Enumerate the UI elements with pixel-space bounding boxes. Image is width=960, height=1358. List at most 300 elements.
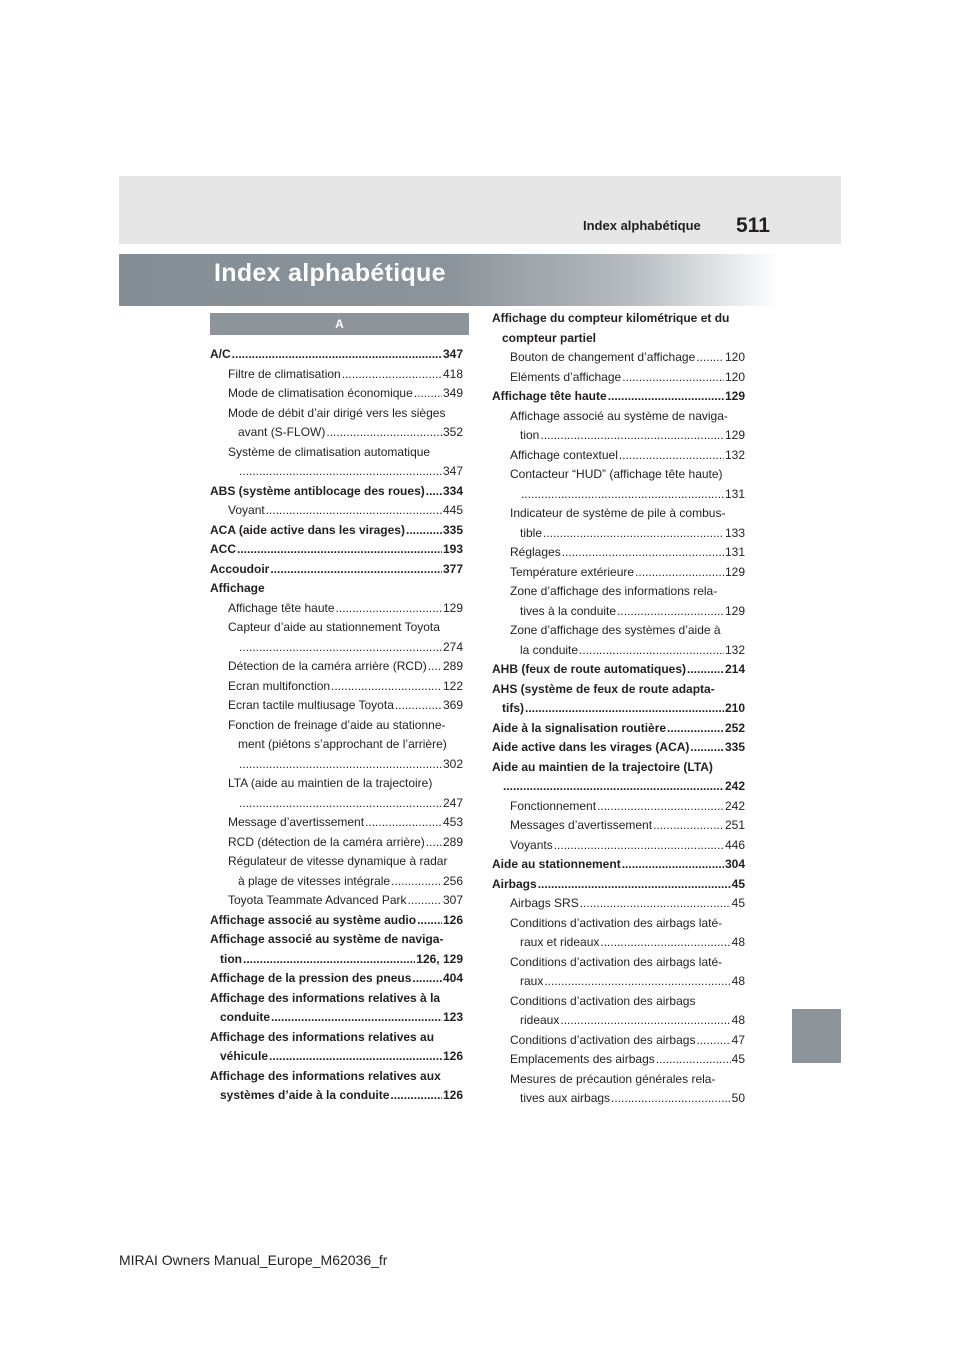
entry-label: Affichage de la pression des pneus: [210, 971, 412, 985]
entry-text: Affichage associé au système de naviga-: [510, 408, 728, 423]
page-number: 511: [736, 214, 770, 237]
entry-label: avant (S-FLOW): [238, 425, 326, 439]
entry-label: RCD (détection de la caméra arrière): [228, 834, 425, 849]
dot-leader: [426, 482, 442, 502]
dot-leader: [232, 345, 442, 365]
entry-row: [228, 365, 463, 385]
entry-text: Contacteur “HUD” (affichage tête haute): [510, 467, 723, 481]
dot-leader: [579, 641, 724, 661]
dot-leader: [653, 816, 724, 836]
dot-leader: [237, 540, 442, 560]
dot-leader: [239, 794, 442, 814]
entry-row: [210, 560, 463, 580]
page-reference: 45: [731, 1052, 745, 1066]
page-reference: 242: [724, 798, 745, 813]
index-column-left: [210, 345, 463, 1106]
entry-row: [510, 368, 745, 388]
entry-row: [228, 638, 463, 658]
entry-row: [228, 599, 463, 619]
index-entry: [210, 774, 463, 813]
entry-text: Conditions d’activation des airbags: [510, 993, 696, 1008]
index-entry: [492, 563, 745, 583]
page-reference: 123: [442, 1010, 463, 1024]
index-entry: [210, 443, 463, 482]
entry-row: [510, 602, 745, 622]
entry-row: [510, 446, 745, 466]
entry-label: tion: [520, 428, 540, 442]
entry-text: Conditions d’activation des airbags laté-: [510, 915, 723, 930]
entry-row: [510, 524, 745, 544]
entry-label: Airbags: [492, 876, 537, 891]
entry-row: [510, 836, 745, 856]
entry-text: Fonction de freinage d’aide au stationne-: [228, 717, 446, 732]
entry-text: Affichage des informations relatives au: [210, 1029, 435, 1044]
dot-leader: [622, 855, 724, 875]
index-entry: [492, 797, 745, 817]
dot-leader: [269, 1047, 442, 1067]
page-reference: 251: [724, 818, 745, 832]
dot-leader: [412, 969, 442, 989]
entry-label: Eléments d’affichage: [510, 369, 622, 384]
entry-label: Voyants: [510, 837, 553, 852]
entry-row: [228, 813, 463, 833]
entry-label: ACC: [210, 542, 236, 556]
page-reference: 45: [731, 876, 745, 891]
index-column-right: [492, 309, 745, 1109]
entry-row: [492, 660, 745, 680]
page-reference: 334: [442, 483, 463, 498]
index-entry: [210, 930, 463, 969]
entry-text: LTA (aide au maintien de la trajectoire): [228, 776, 433, 790]
entry-row: [492, 387, 745, 407]
dot-leader: [395, 696, 442, 716]
entry-row: [492, 777, 745, 797]
entry-label: Affichage tête haute: [492, 389, 607, 403]
index-entry: [492, 348, 745, 368]
dot-leader: [239, 462, 442, 482]
page-reference: 126: [442, 1088, 463, 1102]
index-entry: [210, 696, 463, 716]
entry-row: [228, 423, 463, 443]
chapter-tab: [792, 1009, 841, 1063]
page-reference: 132: [724, 642, 745, 657]
entry-label: Fonctionnement: [510, 798, 597, 813]
entry-label: Ecran tactile multiusage Toyota: [228, 698, 394, 712]
index-entry: [492, 758, 745, 797]
page-reference: 302: [442, 756, 463, 771]
index-entry: [492, 582, 745, 621]
page-reference: 131: [724, 545, 745, 559]
index-entry: [492, 816, 745, 836]
dot-leader: [428, 657, 442, 677]
entry-label: tible: [520, 525, 543, 540]
index-entry: [492, 446, 745, 466]
entry-row: [228, 872, 463, 892]
entry-row: [228, 755, 463, 775]
entry-row: [510, 543, 745, 563]
entry-text: Régulateur de vitesse dynamique à radar: [228, 854, 448, 868]
index-entry: [210, 969, 463, 989]
page-reference: 352: [442, 425, 463, 439]
section-label: Index alphabétique: [583, 218, 701, 233]
index-entry: [210, 989, 463, 1028]
dot-leader: [543, 524, 724, 544]
dot-leader: [426, 833, 442, 853]
dot-leader: [391, 872, 442, 892]
index-entry: [492, 855, 745, 875]
page-reference: 45: [731, 896, 745, 910]
index-entry: [210, 911, 463, 931]
entry-text: Mode de débit d’air dirigé vers les sièges: [228, 405, 446, 420]
index-entry: [492, 1070, 745, 1109]
index-entry: [210, 482, 463, 502]
dot-leader: [687, 660, 724, 680]
entry-label: Message d’avertissement: [228, 815, 365, 829]
entry-row: [228, 891, 463, 911]
entry-text: Zone d’affichage des systèmes d’aide à: [510, 623, 721, 637]
dot-leader: [266, 501, 442, 521]
entry-label: Détection de la caméra arrière (RCD): [228, 659, 427, 673]
index-entry: [492, 1031, 745, 1051]
entry-label: raux et rideaux: [520, 935, 600, 949]
entry-label: A/C: [210, 347, 231, 361]
page-reference: 347: [442, 464, 463, 478]
page-reference: 247: [442, 795, 463, 810]
dot-leader: [408, 891, 442, 911]
entry-row: [210, 911, 463, 931]
entry-row: [510, 933, 745, 953]
dot-leader: [619, 446, 724, 466]
page-reference: 129: [724, 389, 745, 403]
entry-row: [492, 855, 745, 875]
entry-label: ABS (système antiblocage des roues): [210, 483, 425, 498]
page-reference: 335: [442, 522, 463, 537]
index-entry: [492, 875, 745, 895]
entry-row: [210, 1008, 463, 1028]
page-reference: 48: [731, 935, 745, 949]
entry-label: tion: [220, 951, 242, 966]
dot-leader: [390, 1086, 442, 1106]
entry-text: Système de climatisation automatique: [228, 444, 431, 459]
dot-leader: [525, 699, 724, 719]
entry-label: Température extérieure: [510, 564, 635, 579]
page-reference: 48: [731, 1013, 745, 1027]
index-entry: [492, 465, 745, 504]
entry-row: [228, 794, 463, 814]
index-entry: [492, 387, 745, 407]
entry-row: [510, 894, 745, 914]
page-reference: 446: [724, 837, 745, 852]
entry-label: Aide au stationnement: [492, 857, 621, 871]
page-reference: 193: [442, 542, 463, 556]
dot-leader: [622, 368, 724, 388]
page-reference: 349: [442, 386, 463, 400]
page-reference: 453: [442, 815, 463, 829]
page-reference: 347: [442, 347, 463, 361]
entry-row: [510, 348, 745, 368]
entry-text: Aide au maintien de la trajectoire (LTA): [492, 759, 713, 774]
page-reference: 133: [724, 525, 745, 540]
entry-label: Affichage contextuel: [510, 447, 618, 462]
entry-label: Toyota Teammate Advanced Park: [228, 893, 407, 907]
entry-row: [210, 950, 463, 970]
entry-label: Réglages: [510, 545, 561, 559]
index-entry: [210, 384, 463, 404]
entry-label: Filtre de climatisation: [228, 366, 341, 381]
entry-row: [228, 833, 463, 853]
letter-heading: A: [210, 313, 469, 335]
index-entry: [210, 540, 463, 560]
index-entry: [210, 618, 463, 657]
page-reference: 48: [731, 974, 745, 988]
entry-label: Bouton de changement d’affichage: [510, 350, 696, 364]
index-entry: [210, 833, 463, 853]
page-reference: 252: [724, 720, 745, 735]
page-reference: 307: [442, 893, 463, 907]
entry-label: conduite: [220, 1010, 270, 1024]
dot-leader: [417, 911, 442, 931]
entry-label: tives à la conduite: [520, 603, 617, 618]
entry-row: [510, 972, 745, 992]
dot-leader: [365, 813, 442, 833]
entry-label: AHB (feux de route automatiques): [492, 662, 687, 676]
entry-row: [228, 384, 463, 404]
page-reference: 132: [724, 447, 745, 462]
dot-leader: [617, 602, 724, 622]
page-reference: 120: [724, 369, 745, 384]
dot-leader: [406, 521, 442, 541]
entry-label: Accoudoir: [210, 561, 270, 576]
entry-label: Mode de climatisation économique: [228, 386, 413, 400]
page-reference: 47: [731, 1032, 745, 1047]
index-entry: [210, 404, 463, 443]
entry-row: [510, 1050, 745, 1070]
index-entry: [210, 891, 463, 911]
page-reference: 274: [442, 639, 463, 654]
dot-leader: [544, 972, 730, 992]
dot-leader: [635, 563, 724, 583]
index-entry: [492, 309, 745, 348]
index-entry: [210, 813, 463, 833]
dot-leader: [239, 638, 442, 658]
entry-text: Affichage du compteur kilométrique et du: [492, 311, 730, 325]
dot-leader: [326, 423, 442, 443]
dot-leader: [667, 719, 724, 739]
entry-text: Affichage des informations relatives aux: [210, 1068, 441, 1083]
entry-text: Zone d’affichage des informations rela-: [510, 584, 718, 598]
entry-text: Affichage: [210, 581, 265, 595]
entry-label: Messages d’avertissement: [510, 818, 653, 832]
page-reference: 126: [442, 1049, 463, 1063]
entry-text: ment (piétons s’approchant de l’arrière): [238, 737, 447, 751]
entry-label: Affichage associé au système audio: [210, 912, 417, 927]
entry-row: [210, 1086, 463, 1106]
dot-leader: [521, 485, 724, 505]
entry-label: Ecran multifonction: [228, 678, 331, 693]
entry-label: Affichage tête haute: [228, 600, 335, 615]
entry-row: [492, 699, 745, 719]
dot-leader: [600, 933, 730, 953]
dot-leader: [342, 365, 442, 385]
entry-label: rideaux: [520, 1013, 560, 1027]
dot-leader: [271, 1008, 442, 1028]
page-reference: 445: [442, 503, 463, 517]
dot-leader: [696, 1031, 730, 1051]
entry-text: Capteur d’aide au stationnement Toyota: [228, 620, 440, 634]
page-reference: 122: [442, 678, 463, 693]
entry-row: [510, 1011, 745, 1031]
index-entry: [492, 953, 745, 992]
page-reference: 214: [724, 662, 745, 676]
entry-row: [510, 641, 745, 661]
index-entry: [210, 579, 463, 599]
page-reference: 335: [724, 740, 745, 754]
index-entry: [492, 992, 745, 1031]
entry-label: Aide à la signalisation routière: [492, 720, 667, 735]
entry-label: Conditions d’activation des airbags: [510, 1032, 696, 1047]
index-entry: [492, 504, 745, 543]
page-reference: 129: [442, 600, 463, 615]
entry-label: à plage de vitesses intégrale: [238, 873, 391, 888]
header-band: [119, 176, 841, 244]
dot-leader: [696, 348, 724, 368]
entry-label: tifs): [502, 701, 524, 715]
entry-label: la conduite: [520, 642, 579, 657]
page-reference: 289: [442, 834, 463, 849]
dot-leader: [611, 1089, 731, 1109]
index-entry: [210, 521, 463, 541]
dot-leader: [608, 387, 724, 407]
entry-text: Affichage associé au système de naviga-: [210, 932, 444, 946]
index-entry: [492, 680, 745, 719]
entry-label: ACA (aide active dans les virages): [210, 522, 405, 537]
dot-leader: [239, 755, 442, 775]
index-entry: [210, 501, 463, 521]
entry-row: [210, 969, 463, 989]
page-reference: 129: [724, 428, 745, 442]
entry-row: [492, 738, 745, 758]
page-title: Index alphabétique: [214, 259, 446, 287]
entry-row: [510, 563, 745, 583]
index-entry: [210, 1067, 463, 1106]
dot-leader: [562, 543, 724, 563]
dot-leader: [597, 797, 724, 817]
index-entry: [492, 621, 745, 660]
entry-label: Voyant: [228, 503, 265, 517]
entry-text: Conditions d’activation des airbags laté-: [510, 954, 723, 969]
entry-row: [510, 1089, 745, 1109]
entry-row: [510, 816, 745, 836]
dot-leader: [503, 777, 724, 797]
dot-leader: [270, 560, 442, 580]
entry-label: Airbags SRS: [510, 896, 579, 910]
index-entry: [492, 719, 745, 739]
dot-leader: [580, 894, 731, 914]
entry-label: véhicule: [220, 1049, 269, 1063]
page-reference: 369: [442, 698, 463, 712]
page-reference: 210: [724, 701, 745, 715]
dot-leader: [554, 836, 724, 856]
index-entry: [492, 660, 745, 680]
index-entry: [492, 407, 745, 446]
entry-label: raux: [520, 974, 544, 988]
index-entry: [492, 894, 745, 914]
index-entry: [210, 345, 463, 365]
index-entry: [492, 368, 745, 388]
index-entry: [210, 560, 463, 580]
entry-text: Indicateur de système de pile à combus-: [510, 506, 726, 520]
entry-row: [228, 677, 463, 697]
index-entry: [492, 914, 745, 953]
entry-row: [492, 875, 745, 895]
page-reference: 242: [724, 779, 745, 793]
page-reference: 129: [724, 564, 745, 579]
index-entry: [492, 543, 745, 563]
page-reference: 404: [442, 971, 463, 985]
dot-leader: [336, 599, 442, 619]
entry-label: Emplacements des airbags: [510, 1052, 655, 1066]
index-entry: [210, 599, 463, 619]
dot-leader: [560, 1011, 730, 1031]
entry-label: Aide active dans les virages (ACA): [492, 740, 690, 754]
page-reference: 120: [724, 350, 745, 364]
entry-row: [510, 1031, 745, 1051]
page-reference: 50: [731, 1091, 745, 1105]
entry-label: tives aux airbags: [520, 1091, 611, 1105]
page-reference: 289: [442, 659, 463, 673]
entry-row: [228, 501, 463, 521]
entry-text: compteur partiel: [502, 330, 597, 345]
entry-row: [210, 540, 463, 560]
entry-row: [510, 797, 745, 817]
entry-row: [228, 696, 463, 716]
dot-leader: [243, 950, 415, 970]
page-reference: 256: [442, 873, 463, 888]
page-reference: 126: [442, 912, 463, 927]
page-reference: 129: [724, 603, 745, 618]
entry-text: AHS (système de feux de route adapta-: [492, 681, 715, 696]
page-reference: 304: [724, 857, 745, 871]
entry-text: Mesures de précaution générales rela-: [510, 1071, 716, 1086]
page-reference: 377: [442, 561, 463, 576]
entry-row: [492, 719, 745, 739]
entry-row: [210, 345, 463, 365]
footer-text: MIRAI Owners Manual_Europe_M62036_fr: [119, 1252, 388, 1268]
entry-row: [510, 485, 745, 505]
index-entry: [210, 365, 463, 385]
entry-label: systèmes d’aide à la conduite: [220, 1088, 390, 1102]
entry-text: Affichage des informations relatives à la: [210, 990, 441, 1005]
entry-row: [510, 426, 745, 446]
index-entry: [210, 657, 463, 677]
dot-leader: [414, 384, 442, 404]
index-entry: [210, 677, 463, 697]
entry-row: [210, 1047, 463, 1067]
index-entry: [210, 1028, 463, 1067]
dot-leader: [540, 426, 724, 446]
entry-row: [228, 462, 463, 482]
index-entry: [492, 836, 745, 856]
page-reference: 126, 129: [416, 951, 463, 966]
index-entry: [210, 716, 463, 775]
dot-leader: [656, 1050, 731, 1070]
dot-leader: [331, 677, 442, 697]
dot-leader: [538, 875, 731, 895]
page-reference: 131: [724, 486, 745, 501]
dot-leader: [690, 738, 724, 758]
index-entry: [492, 1050, 745, 1070]
entry-row: [210, 521, 463, 541]
